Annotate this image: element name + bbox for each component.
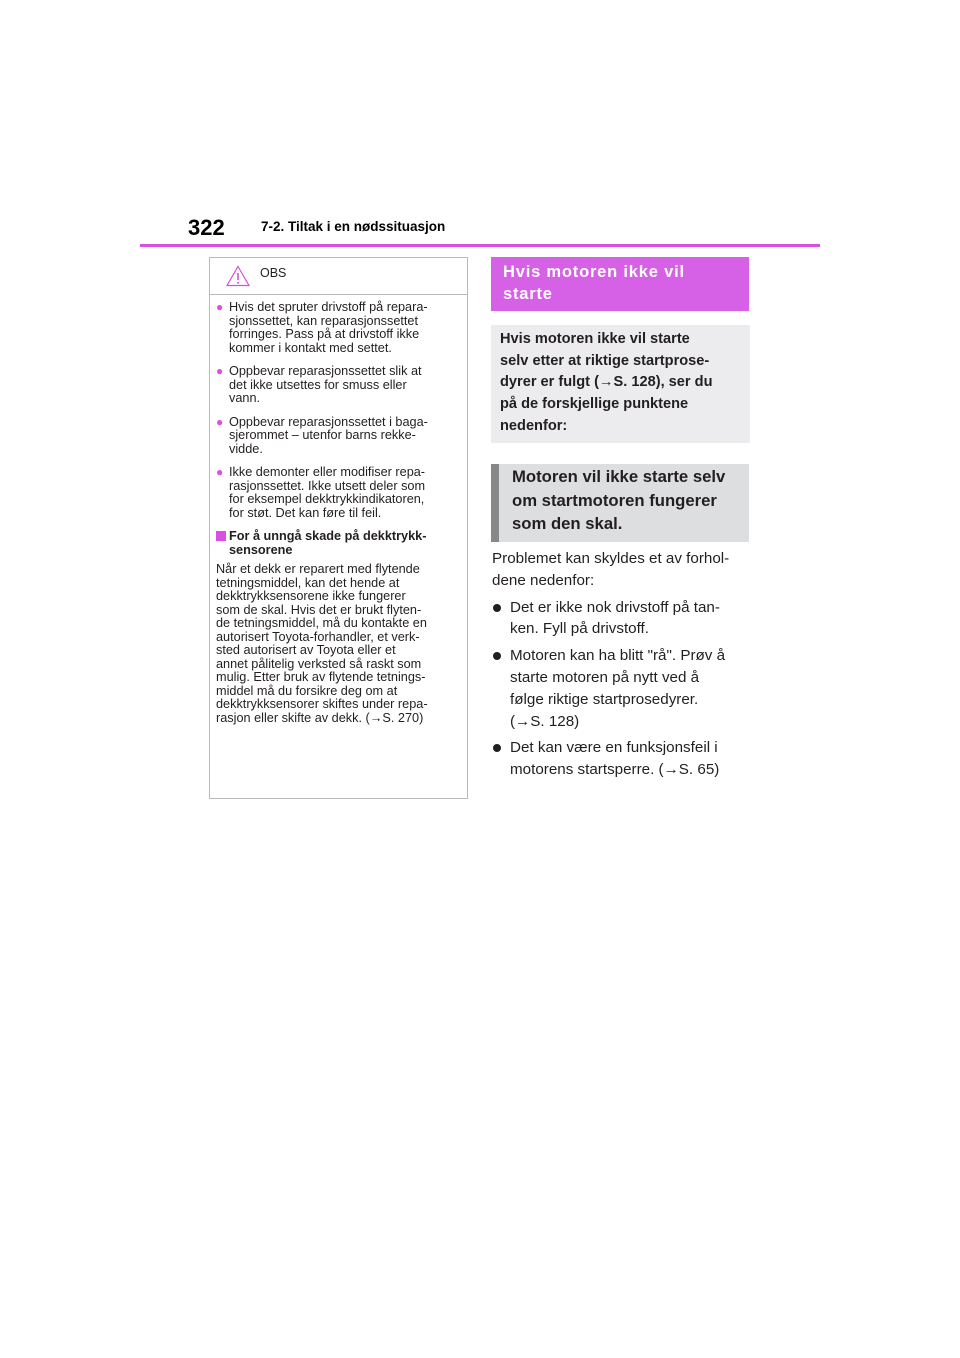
bullet-dot-icon	[493, 744, 501, 752]
section-title: 7-2. Tiltak i en nødssituasjon	[261, 219, 446, 234]
list-item-text: Det kan være en funksjonsfeil i motorens startsperre. (→S. 65)	[510, 739, 720, 779]
main-text	[492, 548, 757, 786]
caution-box	[209, 257, 468, 799]
list-item	[492, 645, 757, 732]
caution-subheading	[216, 530, 461, 557]
intro-line: nedenfor:	[500, 417, 568, 434]
banner-line: starte	[503, 285, 553, 303]
intro-line: på de forskjellige punktene	[500, 396, 689, 413]
body-paragraph: Problemet kan skyldes et av forhol- dene nedenfor:	[492, 550, 730, 589]
banner-line: Hvis motoren ikke vil	[503, 263, 685, 281]
intro-line: dyrer er fulgt (→S. 128), ser du	[500, 374, 713, 391]
intro-box	[491, 325, 750, 443]
caution-item-text: Ikke demonter eller modifiser repa- rasjonssettet. Ikke utsett deler som for eksempel dekktrykkindikatoren, for støt. Det kan føre til feil.	[229, 465, 426, 520]
intro-line: selv etter at riktige startprose-	[500, 352, 710, 369]
bullet-dot-icon	[493, 604, 501, 612]
circle-bullet-icon: ●	[216, 364, 224, 378]
page-number: 322	[188, 215, 225, 240]
subheading-line: om startmotoren fungerer	[512, 490, 717, 510]
circle-bullet-icon: ●	[216, 300, 224, 314]
square-bullet-icon	[216, 531, 226, 541]
caution-item	[216, 365, 461, 406]
page-header	[140, 210, 820, 250]
caution-item	[216, 466, 461, 520]
caution-item-text: Oppbevar reparasjonssettet slik at det ikke utsettes for smuss eller vann.	[229, 364, 422, 405]
list-item-text: Det er ikke nok drivstoff på tan- ken. Fyll på drivstoff.	[510, 598, 720, 638]
circle-bullet-icon: ●	[216, 414, 224, 429]
caution-subheading-text: For å unngå skade på dekktrykk- sensorene	[229, 529, 427, 557]
caution-item-text: Hvis det spruter drivstoff på repara- sjonssettet, kan reparasjonssettet forringes. Pass på at drivstoff ikke kommer i kontakt med settet.	[229, 300, 428, 355]
subheading-line: Motoren vil ikke starte selv	[512, 467, 726, 486]
section-banner	[491, 257, 749, 311]
caution-item-text: Oppbevar reparasjonssettet i baga- sjerommet – utenfor barns rekke- vidde.	[229, 414, 428, 456]
list-item-text: Motoren kan ha blitt "rå". Prøv å starte motoren på nytt ved å følge riktige startprosedyrer. (→S. 128)	[510, 647, 726, 730]
subheading-box	[491, 464, 749, 542]
list-item	[492, 597, 757, 641]
caution-body	[210, 295, 467, 725]
intro-line: Hvis motoren ikke vil starte	[500, 331, 690, 347]
warning-triangle-icon	[226, 265, 250, 287]
caution-header	[210, 258, 467, 295]
caution-item	[216, 416, 461, 457]
header-divider	[140, 244, 820, 247]
bullet-dot-icon	[493, 652, 501, 660]
caution-title: OBS	[260, 266, 287, 280]
caution-paragraph: Når et dekk er reparert med flytende tetningsmiddel, kan det hende at dekktrykksensorene ikke fungerer som de skal. Hvis det er brukt flyten- de tetningsmiddel, må du kontakte en autorisert Toyota-forhandler, et verk- sted autorisert av Toyota eller et annet pålitelig verksted så raskt som mulig. Etter bruk av flytende tetnings- middel må du forsikre deg om at dekktrykksensorer skiftes under repa- rasjon eller skifte av dekk. (→S. 270)	[216, 562, 428, 725]
subheading-line: som den skal.	[512, 514, 623, 533]
list-item	[492, 737, 757, 781]
circle-bullet-icon: ●	[216, 465, 224, 479]
caution-item	[216, 301, 461, 355]
